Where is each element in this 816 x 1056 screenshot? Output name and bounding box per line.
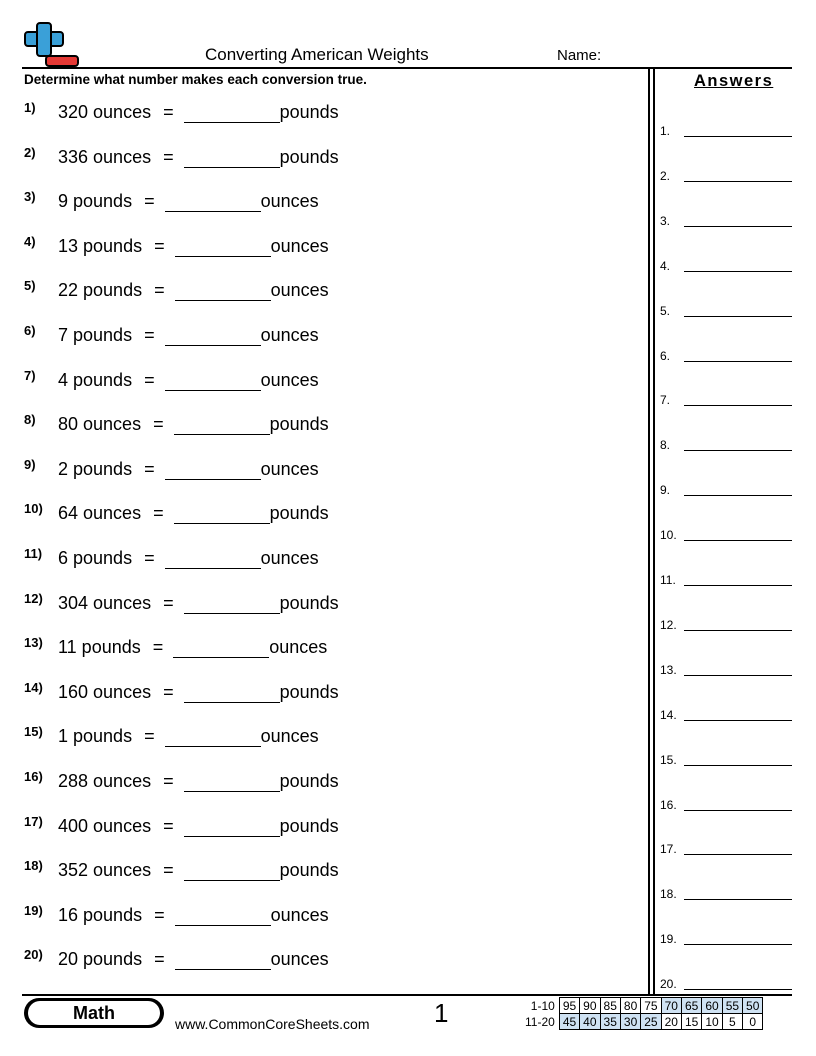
subject-label: Math [28, 1001, 160, 1025]
problem-quantity: 80 ounces [58, 414, 142, 435]
problem-text [58, 771, 339, 792]
answer-line[interactable] [684, 675, 792, 676]
answer-line[interactable] [684, 136, 792, 137]
problem-text [58, 816, 339, 837]
answer-row [660, 840, 792, 860]
header-divider [22, 67, 792, 69]
answer-number: 6. [660, 348, 671, 363]
equals-sign: = [154, 235, 165, 256]
problem-text [58, 236, 329, 257]
problem-quantity: 400 ounces [58, 815, 152, 836]
score-cell: 55 [722, 998, 742, 1014]
answer-blank[interactable] [184, 147, 280, 168]
answer-row [660, 661, 792, 681]
answer-number: 7. [660, 393, 671, 408]
score-cell: 65 [681, 998, 701, 1014]
answer-line[interactable] [684, 495, 792, 496]
answer-line[interactable] [684, 316, 792, 317]
score-cell: 70 [661, 998, 681, 1014]
target-unit: pounds [269, 503, 329, 524]
answer-line[interactable] [684, 405, 792, 406]
answer-number: 4. [660, 258, 671, 273]
problem-text [58, 682, 339, 703]
problem-quantity: 320 ounces [58, 102, 152, 122]
problem-number: 15) [24, 724, 43, 740]
problem-number: 3) [24, 189, 36, 205]
answer-row [660, 436, 792, 456]
problem-text [58, 280, 329, 301]
target-unit: ounces [269, 637, 328, 658]
answer-row [660, 481, 792, 501]
problem-text [58, 637, 327, 658]
page-number: 1 [434, 998, 449, 1028]
answer-blank[interactable] [165, 325, 261, 346]
problem-number: 4) [24, 233, 36, 249]
score-cell: 20 [661, 1014, 681, 1030]
score-cell: 60 [702, 998, 722, 1014]
answer-number: 14. [660, 707, 677, 722]
problem-quantity: 13 pounds [58, 235, 143, 256]
answer-number: 9. [660, 483, 671, 498]
answer-row [660, 706, 792, 726]
answer-line[interactable] [684, 720, 792, 721]
problem-number: 16) [24, 769, 43, 784]
equals-sign: = [163, 592, 174, 613]
equals-sign: = [163, 102, 174, 122]
answer-blank[interactable] [184, 816, 280, 837]
problem-quantity: 7 pounds [58, 325, 133, 345]
problem-text [58, 370, 319, 391]
answer-blank[interactable] [174, 503, 270, 524]
worksheet-title: Converting American Weights [205, 45, 429, 64]
answer-row [660, 616, 792, 636]
answer-row [660, 930, 792, 950]
score-range-label: 1-10 [530, 998, 555, 1013]
problem-number: 14) [24, 679, 43, 695]
answer-line[interactable] [684, 765, 792, 766]
target-unit: pounds [279, 592, 339, 613]
score-table [522, 997, 763, 1030]
answer-row [660, 571, 792, 591]
score-cell: 30 [620, 1014, 640, 1030]
answer-line[interactable] [684, 450, 792, 451]
score-cell: 95 [559, 998, 579, 1014]
equals-sign: = [163, 860, 174, 881]
website-link[interactable]: www.CommonCoreSheets.com [175, 1016, 370, 1032]
problem-quantity: 22 pounds [58, 280, 143, 301]
answer-number: 10. [660, 528, 677, 543]
problem-quantity: 288 ounces [58, 771, 152, 791]
equals-sign: = [153, 503, 164, 524]
problem-text [58, 548, 319, 569]
answer-blank[interactable] [184, 860, 280, 881]
problem-number: 10) [24, 501, 43, 517]
problem-quantity: 11 pounds [58, 637, 141, 658]
target-unit: ounces [260, 548, 319, 568]
target-unit: pounds [279, 860, 339, 881]
answer-number: 1. [660, 124, 671, 138]
problem-text [58, 147, 339, 168]
problem-quantity: 160 ounces [58, 681, 152, 702]
target-unit: ounces [270, 280, 329, 301]
answer-line[interactable] [684, 989, 792, 990]
answer-row [660, 347, 792, 367]
answer-number: 11. [660, 573, 676, 587]
equals-sign: = [163, 815, 174, 836]
instructions: Determine what number makes each conversion true. [24, 72, 367, 87]
problem-quantity: 2 pounds [58, 458, 133, 479]
problem-text [58, 102, 339, 123]
score-cell: 35 [600, 1014, 620, 1030]
problem-quantity: 4 pounds [58, 369, 133, 390]
answer-row [660, 122, 792, 142]
problem-number: 18) [24, 858, 43, 874]
problem-text [58, 905, 329, 926]
score-cell: 25 [641, 1014, 661, 1030]
target-unit: ounces [260, 325, 319, 345]
answer-blank[interactable] [184, 102, 280, 123]
plus-minus-logo-icon [24, 22, 80, 68]
answer-row [660, 751, 792, 771]
problem-text [58, 726, 319, 747]
problem-number: 5) [24, 278, 36, 294]
equals-sign: = [144, 325, 155, 345]
target-unit: pounds [279, 146, 339, 167]
answer-blank[interactable] [165, 191, 261, 212]
answers-heading: Answers [694, 72, 774, 90]
problem-quantity: 20 pounds [58, 949, 143, 970]
equals-sign: = [144, 726, 155, 747]
score-cell: 15 [681, 1014, 701, 1030]
equals-sign: = [144, 548, 155, 568]
target-unit: ounces [260, 191, 319, 212]
equals-sign: = [154, 949, 165, 970]
answer-blank[interactable] [184, 771, 280, 792]
score-cell: 90 [580, 998, 600, 1014]
answer-line[interactable] [684, 226, 792, 227]
target-unit: ounces [260, 458, 319, 479]
score-cell: 80 [620, 998, 640, 1014]
score-cell: 0 [743, 1014, 763, 1030]
equals-sign: = [163, 681, 174, 702]
answer-blank[interactable] [184, 682, 280, 703]
answer-number: 20. [660, 977, 677, 992]
problem-text [58, 949, 329, 970]
answer-blank[interactable] [184, 593, 280, 614]
answer-line[interactable] [684, 361, 792, 362]
target-unit: ounces [260, 726, 319, 747]
score-cell: 40 [580, 1014, 600, 1030]
equals-sign: = [152, 637, 164, 658]
target-unit: pounds [279, 681, 339, 702]
answer-row [660, 167, 792, 187]
name-label: Name: [557, 47, 602, 64]
answer-blank[interactable] [165, 726, 261, 747]
problem-text [58, 503, 329, 524]
problem-number: 8) [24, 412, 36, 428]
answer-number: 18. [660, 887, 677, 902]
answer-line[interactable] [684, 181, 792, 182]
answer-row [660, 212, 792, 232]
answer-row [660, 257, 792, 277]
answer-blank[interactable] [175, 236, 271, 257]
answer-line[interactable] [684, 899, 792, 900]
answer-number: 5. [660, 303, 671, 318]
problem-quantity: 64 ounces [58, 503, 142, 524]
problem-number: 11) [24, 546, 43, 561]
answer-line[interactable] [684, 854, 792, 855]
answer-number: 13. [660, 662, 677, 677]
footer-divider [22, 994, 792, 996]
score-cell: 5 [722, 1014, 742, 1030]
problem-number: 20) [24, 947, 43, 963]
score-cell: 45 [559, 1014, 579, 1030]
answer-row [660, 526, 792, 546]
problem-quantity: 304 ounces [58, 592, 152, 613]
score-range-label: 11-20 [525, 1014, 555, 1029]
problem-number: 1) [24, 100, 36, 115]
target-unit: ounces [270, 235, 329, 256]
answer-row [660, 885, 792, 905]
problem-text [58, 593, 339, 614]
problem-number: 12) [24, 590, 43, 606]
problem-number: 19) [24, 902, 43, 918]
problem-quantity: 336 ounces [58, 146, 152, 167]
answer-number: 12. [660, 617, 677, 632]
answer-line[interactable] [684, 630, 792, 631]
score-cell: 10 [702, 1014, 722, 1030]
target-unit: pounds [279, 815, 339, 836]
equals-sign: = [154, 904, 165, 925]
answer-row [660, 796, 792, 816]
answer-number: 19. [660, 932, 677, 947]
problem-number: 2) [24, 144, 36, 160]
equals-sign: = [163, 146, 174, 167]
answer-blank[interactable] [165, 370, 261, 391]
answer-column-divider [648, 67, 655, 995]
answer-blank[interactable] [165, 459, 261, 480]
answer-row [660, 391, 792, 411]
subject-badge [24, 998, 164, 1028]
target-unit: pounds [279, 771, 339, 791]
problem-text [58, 191, 319, 212]
problem-number: 9) [24, 456, 36, 472]
problem-quantity: 352 ounces [58, 860, 152, 881]
answer-number: 17. [660, 842, 677, 857]
problem-quantity: 6 pounds [58, 548, 133, 568]
equals-sign: = [154, 280, 165, 301]
target-unit: pounds [279, 102, 339, 122]
problem-text [58, 459, 319, 480]
answer-number: 15. [660, 752, 677, 767]
problem-number: 17) [24, 813, 43, 829]
problem-number: 13) [24, 635, 43, 651]
answer-row [660, 302, 792, 322]
problem-quantity: 1 pounds [58, 726, 133, 747]
score-cell: 50 [743, 998, 763, 1014]
score-row [522, 998, 763, 1014]
answer-blank[interactable] [175, 949, 271, 970]
answer-number: 2. [660, 168, 671, 183]
answer-row [660, 975, 792, 995]
problem-number: 7) [24, 367, 36, 383]
answer-line[interactable] [684, 585, 792, 586]
problem-quantity: 9 pounds [58, 191, 133, 212]
problem-number: 6) [24, 323, 36, 338]
score-cell: 85 [600, 998, 620, 1014]
answer-line[interactable] [684, 810, 792, 811]
equals-sign: = [163, 771, 174, 791]
target-unit: ounces [260, 369, 319, 390]
answer-blank[interactable] [175, 280, 271, 301]
answer-blank[interactable] [174, 414, 270, 435]
equals-sign: = [144, 369, 155, 390]
answer-number: 8. [660, 438, 671, 453]
problem-text [58, 325, 319, 346]
problem-text [58, 860, 339, 881]
target-unit: pounds [269, 414, 329, 435]
answer-blank[interactable] [173, 637, 269, 658]
problem-text [58, 414, 329, 435]
score-cell: 75 [641, 998, 661, 1014]
problem-quantity: 16 pounds [58, 904, 143, 925]
target-unit: ounces [270, 904, 329, 925]
target-unit: ounces [270, 949, 329, 970]
score-row [522, 1014, 763, 1030]
answer-line[interactable] [684, 944, 792, 945]
equals-sign: = [144, 191, 155, 212]
answer-blank[interactable] [165, 548, 261, 569]
answer-number: 3. [660, 213, 671, 228]
equals-sign: = [153, 414, 164, 435]
equals-sign: = [144, 458, 155, 479]
answer-number: 16. [660, 797, 677, 812]
answer-line[interactable] [684, 271, 792, 272]
answer-blank[interactable] [175, 905, 271, 926]
answer-line[interactable] [684, 540, 792, 541]
